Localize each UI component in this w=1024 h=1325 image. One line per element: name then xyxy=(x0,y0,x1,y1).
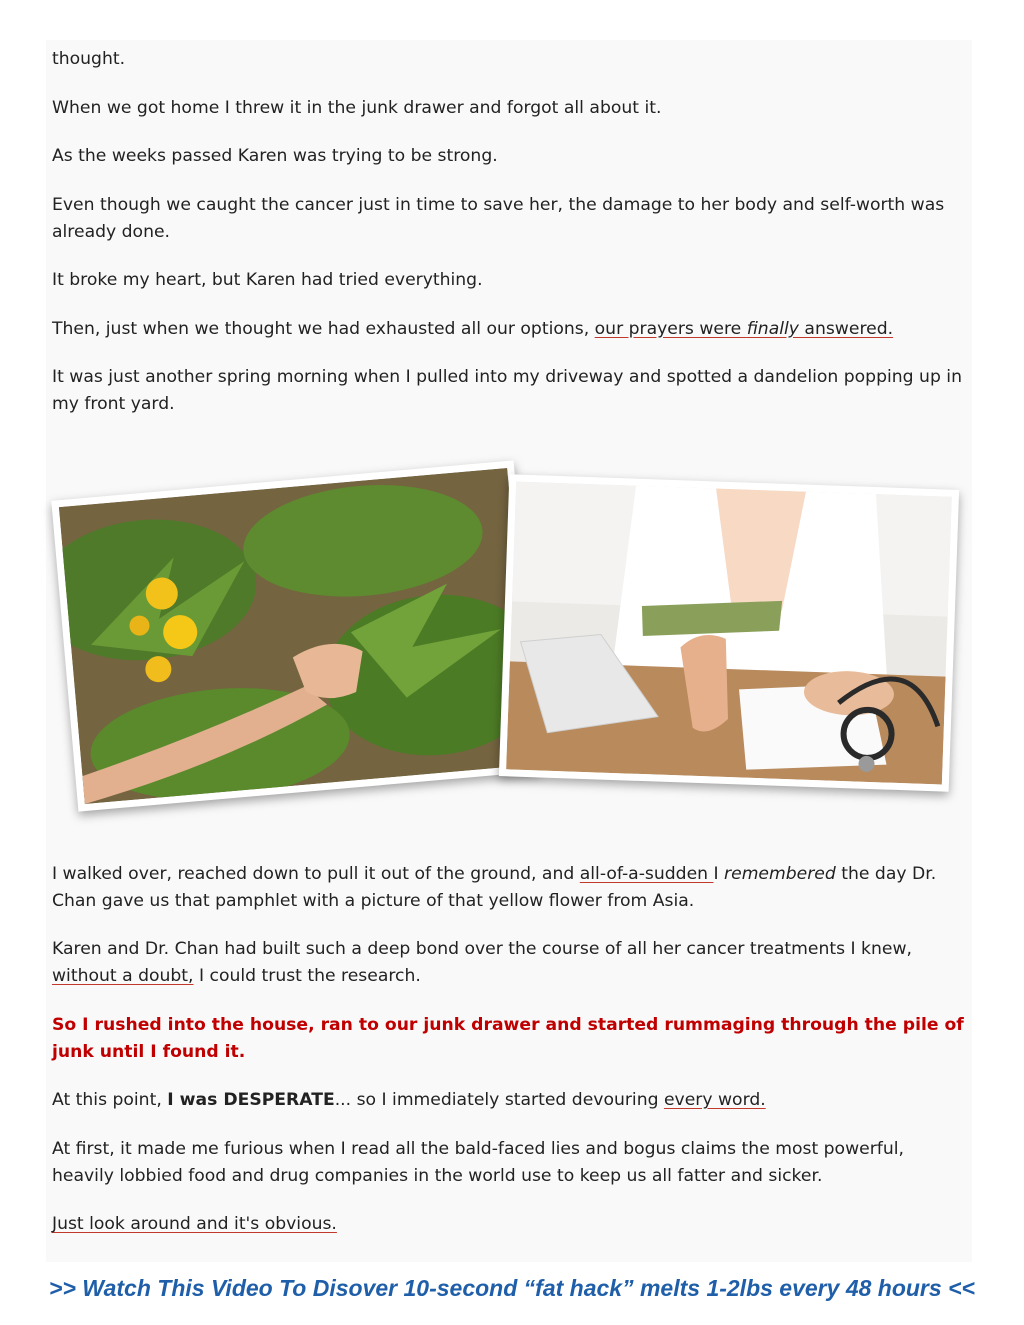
p9-text-b: I could trust the research. xyxy=(193,966,421,986)
paragraph-10 xyxy=(52,1012,967,1066)
doctor-image xyxy=(506,481,952,784)
p12-text: At first, it made me furious when I read all the bald-faced lies and bogus claims the most powerful, heavily lobbied food and drug companies in the world use to keep us all fatter and sicker. xyxy=(52,1138,904,1186)
paragraph-6 xyxy=(52,316,967,343)
p4-text: Even though we caught the cancer just in time to save her, the damage to her body and self-worth was already done. xyxy=(52,194,945,242)
paragraph-13 xyxy=(52,1211,967,1238)
p11-text-b: ... so I immediately started devouring xyxy=(334,1090,664,1110)
paragraph-7 xyxy=(52,364,967,418)
p5-text: It broke my heart, but Karen had tried everything. xyxy=(52,270,483,290)
p3-text: As the weeks passed Karen was trying to be strong. xyxy=(52,146,498,166)
paragraph-2 xyxy=(52,95,967,122)
p6-link-b: answered. xyxy=(798,318,894,339)
doctor-photo xyxy=(499,474,959,792)
p10-text: So I rushed into the house, ran to our junk drawer and started rummaging through the pile of junk until I found it. xyxy=(52,1014,964,1062)
paragraph-11 xyxy=(52,1087,967,1114)
every-word-link[interactable]: every word. xyxy=(663,1090,766,1110)
look-around-link[interactable]: Just look around and it's obvious. xyxy=(52,1214,337,1234)
photo-collage xyxy=(52,440,967,838)
all-of-a-sudden-link[interactable]: all-of-a-sudden xyxy=(579,863,714,884)
p8-text-a: I walked over, reached down to pull it out of the ground, and xyxy=(52,863,580,884)
paragraph-9 xyxy=(52,936,967,990)
p2-text: When we got home I threw it in the junk drawer and forgot all about it. xyxy=(52,97,662,118)
p11-text-a: At this point, xyxy=(52,1090,168,1110)
paragraph-5 xyxy=(52,267,967,294)
p8-em: remembered xyxy=(724,863,836,884)
p6-link-a: our prayers were xyxy=(594,318,747,339)
p11-bold: I was DESPERATE xyxy=(167,1090,335,1110)
article-body xyxy=(52,46,967,1260)
paragraph-12 xyxy=(52,1136,967,1190)
paragraph-1 xyxy=(52,46,967,73)
p8-text-b: I xyxy=(713,863,725,884)
without-a-doubt-link[interactable]: without a doubt, xyxy=(52,966,194,986)
dandelion-photo xyxy=(51,460,540,811)
p7-text: It was just another spring morning when I pulled into my driveway and spotted a dandelion popping up in my front yard. xyxy=(52,367,962,414)
p6-text: Then, just when we thought we had exhausted all our options, xyxy=(52,318,595,339)
p8-text-c: the day Dr. Chan gave us that pamphlet with a picture of that yellow flower from Asia. xyxy=(52,863,937,911)
paragraph-3 xyxy=(52,143,967,170)
watch-video-link[interactable]: >> Watch This Video To Disover 10-second “fat hack” melts 1-2lbs every 48 hours << xyxy=(49,1275,975,1301)
paragraph-4 xyxy=(52,192,967,246)
p9-text-a: Karen and Dr. Chan had built such a deep bond over the course of all her cancer treatments I knew, xyxy=(52,939,912,959)
dandelion-image xyxy=(59,467,533,803)
p1-text: thought. xyxy=(52,49,126,69)
paragraph-8 xyxy=(52,861,967,915)
p6-link-em: finally xyxy=(746,318,799,339)
prayers-answered-link[interactable] xyxy=(595,319,893,339)
